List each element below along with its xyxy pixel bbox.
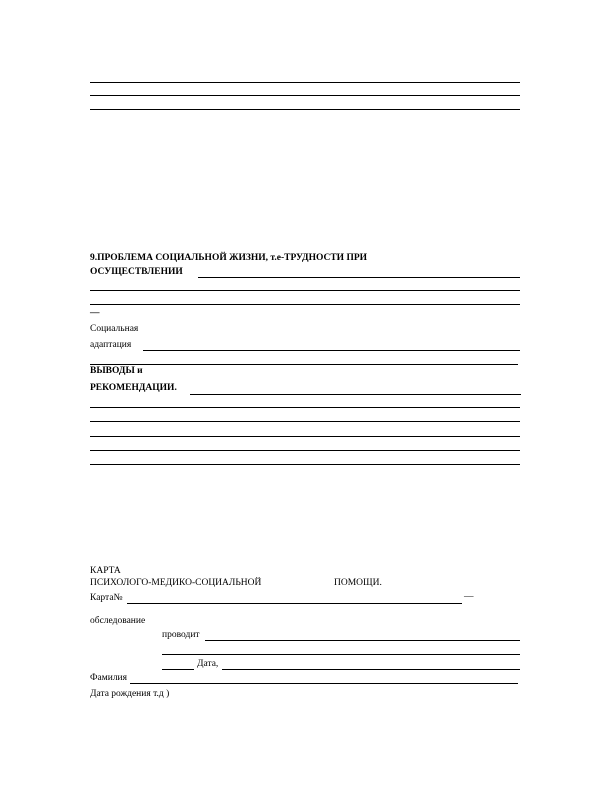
rule-line: [90, 464, 520, 465]
conclusions-label-line1: ВЫВОДЫ и: [90, 366, 143, 376]
social-adaptation-fill-line[interactable]: [143, 350, 520, 351]
card-subtitle-left: ПСИХОЛОГО-МЕДИКО-СОЦИАЛЬНОЙ: [90, 578, 262, 588]
card-number-fill-line[interactable]: [127, 603, 462, 604]
rule-line: [90, 407, 520, 408]
rule-line: [162, 654, 520, 655]
rule-line: [90, 364, 518, 365]
conclusions-label-line2: РЕКОМЕНДАЦИИ.: [90, 383, 177, 393]
conducts-label: проводит: [162, 630, 200, 640]
social-label-line2: адаптация: [90, 340, 132, 350]
exam-label: обследование: [90, 616, 146, 626]
conclusions-fill-line[interactable]: [190, 394, 521, 395]
rule-line: [90, 109, 520, 110]
social-label-line1: Социальная: [90, 324, 139, 334]
rule-line: [90, 290, 520, 291]
rule-line: [90, 450, 520, 451]
rule-line: [90, 95, 520, 96]
section9-title-line2: ОСУЩЕСТВЛЕНИИ: [90, 267, 183, 277]
rule-line: [90, 304, 520, 305]
section9-title-line1: 9.ПРОБЛЕМА СОЦИАЛЬНОЙ ЖИЗНИ, т.е-ТРУДНОСТИ ПРИ: [90, 253, 368, 263]
date-fill-line[interactable]: [222, 669, 520, 670]
rule-line: [90, 421, 520, 422]
date-prefix-fill-line[interactable]: [162, 669, 194, 670]
date-label: Дата,: [197, 659, 219, 669]
rule-line: [90, 82, 520, 83]
card-number-label: Карта№: [90, 593, 123, 603]
section9-fill-line[interactable]: [198, 277, 520, 278]
card-subtitle-right: ПОМОЩИ.: [334, 578, 382, 588]
conducts-fill-line[interactable]: [205, 640, 520, 641]
birth-label: Дата рождения т.д ): [90, 689, 170, 699]
card-number-dash: —: [464, 592, 474, 602]
rule-line: [90, 436, 520, 437]
section9-dash: —: [90, 308, 100, 318]
surname-fill-line[interactable]: [130, 683, 518, 684]
card-title: КАРТА: [90, 566, 121, 576]
surname-label: Фамилия: [90, 673, 128, 683]
